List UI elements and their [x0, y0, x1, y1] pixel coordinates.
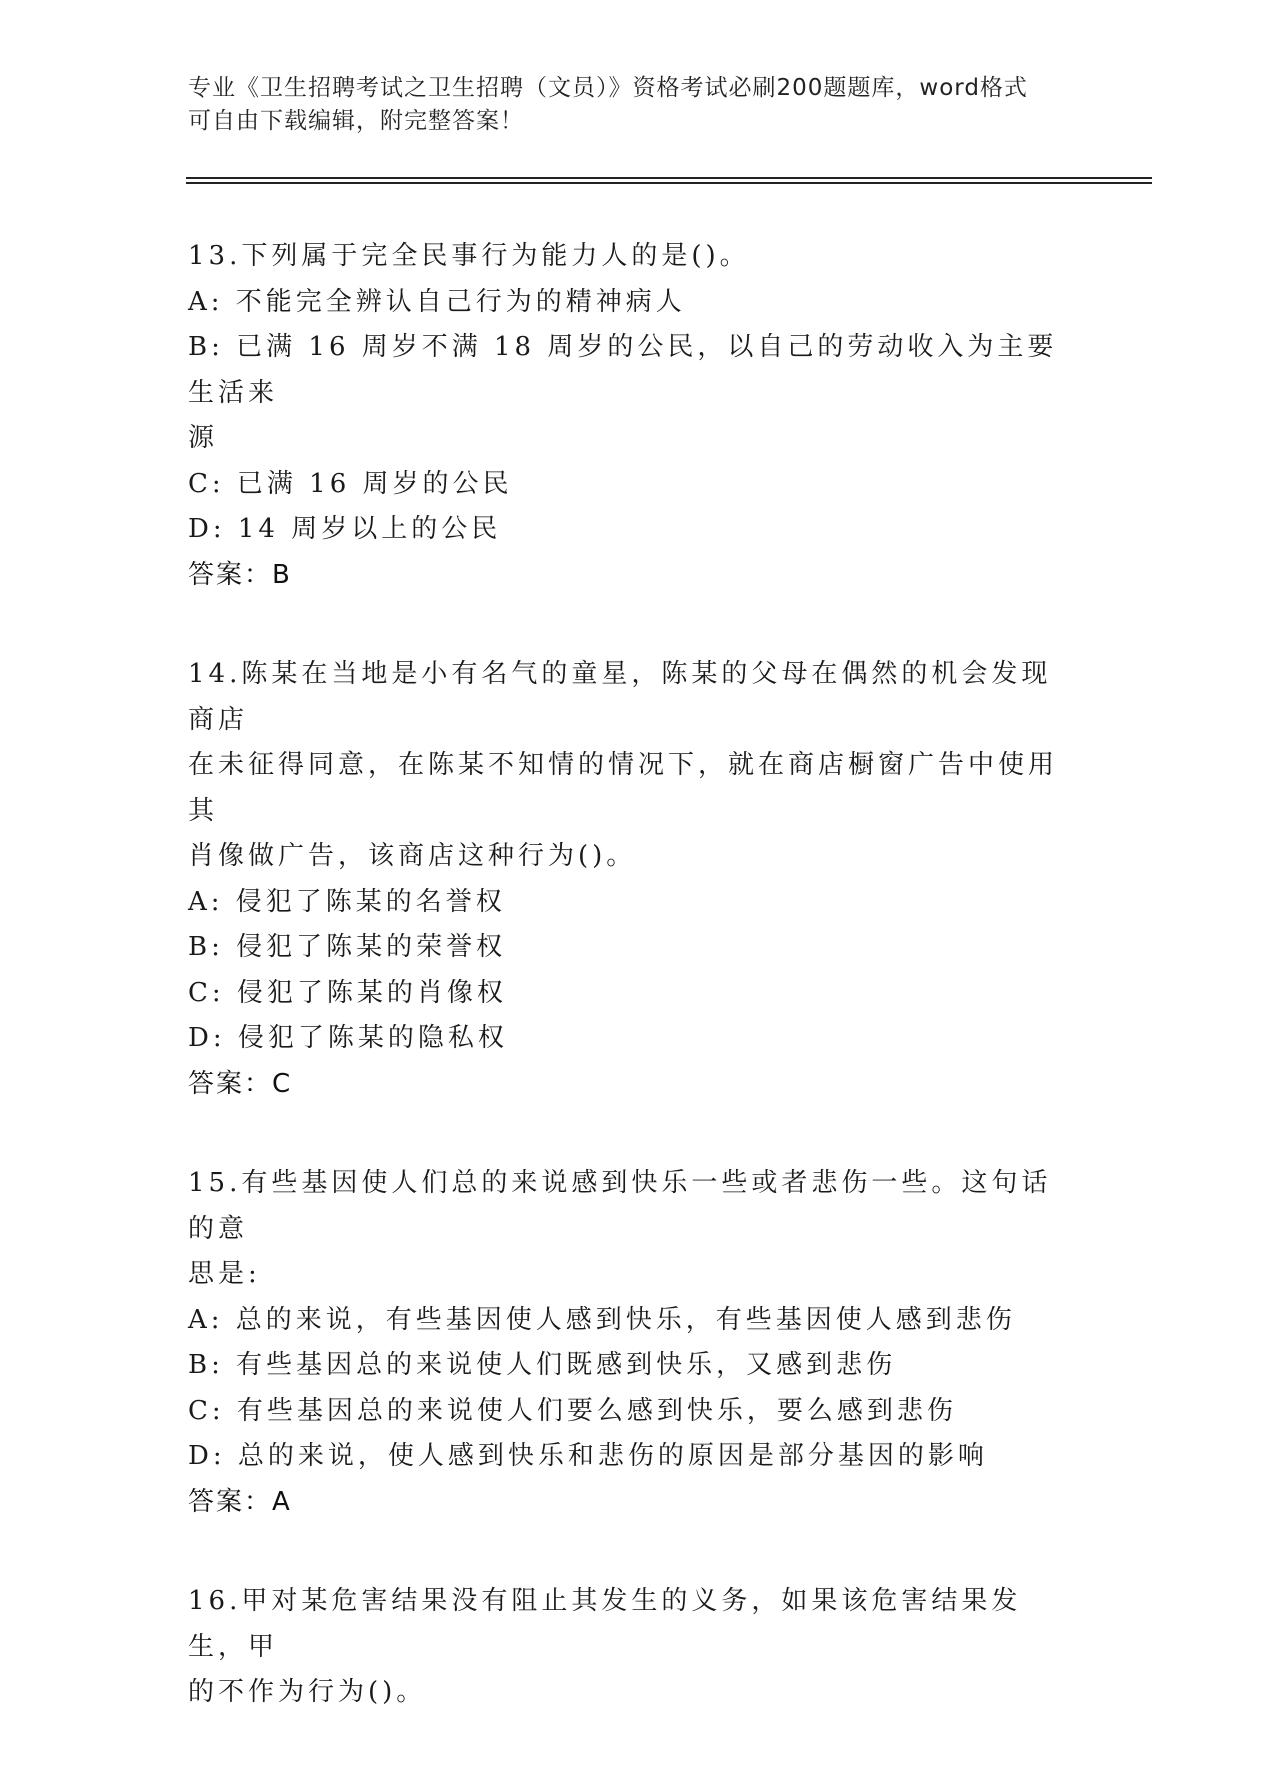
- question-stem: 的不作为行为()。: [188, 1677, 427, 1707]
- page-header: [188, 72, 1068, 138]
- question-list: [188, 234, 1068, 1770]
- question-13: [188, 234, 1068, 598]
- question-stem: 思是:: [188, 1259, 261, 1289]
- answer-value: C: [272, 1068, 293, 1099]
- option-d: D: 总的来说，使人感到快乐和悲伤的原因是部分基因的影响: [188, 1441, 988, 1471]
- option-a: A: 侵犯了陈某的名誉权: [188, 886, 506, 917]
- option-b-continued: 源: [188, 423, 219, 453]
- option-b: B: 侵犯了陈某的荣誉权: [188, 932, 507, 962]
- option-a: A: 不能完全辨认自己行为的精神病人: [188, 286, 686, 317]
- question-15: [188, 1161, 1068, 1525]
- answer-value: B: [272, 559, 292, 590]
- answer-line: [188, 1480, 1068, 1526]
- answer-line: [188, 553, 1068, 599]
- option-b: B: 已满 16 周岁不满 18 周岁的公民，以自己的劳动收入为主要生活来: [188, 332, 1058, 408]
- answer-line: [188, 1062, 1068, 1108]
- option-c: C: 有些基因总的来说使人们要么感到快乐，要么感到悲伤: [188, 1395, 957, 1426]
- answer-value: A: [272, 1486, 292, 1517]
- question-14: [188, 652, 1068, 1107]
- option-d: D: 14 周岁以上的公民: [188, 514, 502, 544]
- header-line: 可自由下载编辑，附完整答案！: [188, 108, 524, 134]
- header-line: 专业《卫生招聘考试之卫生招聘（文员）》资格考试必刷200题题库，word格式: [188, 75, 1028, 101]
- question-stem: 15.有些基因使人们总的来说感到快乐一些或者悲伤一些。这句话的意: [188, 1168, 1052, 1244]
- question-16: [188, 1579, 1068, 1716]
- question-stem: 在未征得同意，在陈某不知情的情况下，就在商店橱窗广告中使用其: [188, 750, 1059, 826]
- option-d: D: 侵犯了陈某的隐私权: [188, 1023, 508, 1053]
- option-c: C: 已满 16 周岁的公民: [188, 468, 513, 499]
- answer-label: 答案：: [188, 559, 273, 590]
- question-stem: 16.甲对某危害结果没有阻止其发生的义务，如果该危害结果发生，甲: [188, 1586, 1022, 1662]
- answer-label: 答案：: [188, 1486, 273, 1517]
- option-a: A: 总的来说，有些基因使人感到快乐，有些基因使人感到悲伤: [188, 1304, 1016, 1335]
- option-b: B: 有些基因总的来说使人们既感到快乐，又感到悲伤: [188, 1350, 897, 1380]
- option-c: C: 侵犯了陈某的肖像权: [188, 977, 507, 1008]
- question-stem: 肖像做广告，该商店这种行为()。: [188, 841, 637, 871]
- question-stem: 13.下列属于完全民事行为能力人的是()。: [188, 241, 750, 271]
- answer-label: 答案：: [188, 1068, 273, 1099]
- question-stem: 14.陈某在当地是小有名气的童星，陈某的父母在偶然的机会发现商店: [188, 659, 1052, 735]
- header-divider: [186, 177, 1152, 184]
